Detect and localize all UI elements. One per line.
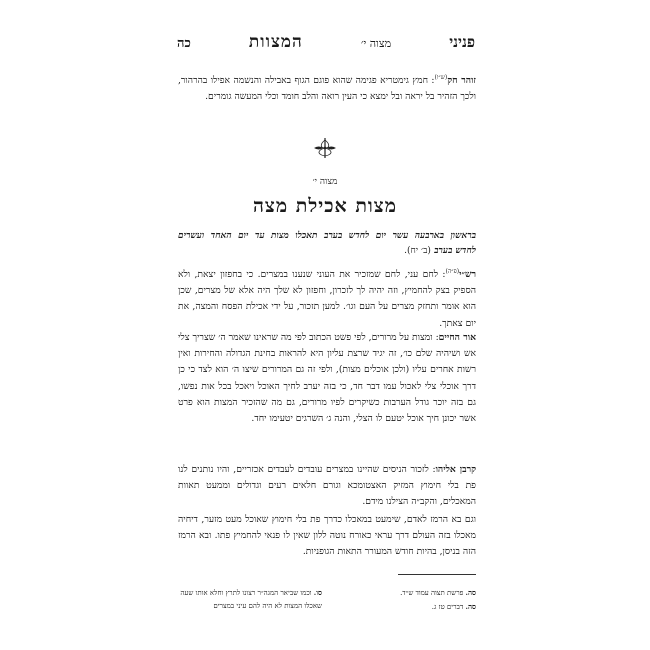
intro-paragraph (178, 70, 476, 105)
text-ohr-hachaim: : ומצות על מרורים, לפי פשט הכתוב לפי מה שראינו שאמר ה׳ שצריך צלי אש ושיהיה שלם כו׳, זה יגיד שרצת עליון היא להראות בחינת הגדולה והחירות ואין רשות אחרים עליו (ולכן אוכלים מצות), ולפי זה גם המרורים שיצו ה׳ הוא לצד כי כן דרך אוכלי צלי לאכול עמו דבר חד, כי בזה יערב לחיך האוכל ויאכל בכל אות נפשו, גם בזה יוכר גודל הערבות כשיקרים לפיו מרורים, גם מה שהזכיר המצות הוא פרט אשר יכונן חיך אוכל יטעם לו הצלי, והנה ג׳ השרגים יטעימו יחד. (178, 332, 476, 425)
verse-citation: (ב׳ יח). (404, 246, 431, 256)
book-title: פניני (449, 33, 475, 51)
lead-ohr-hachaim: אור החיים (438, 332, 476, 343)
text-korban-eliyahu: : לזכור הניסים שהיינו במצרים עובדים לעבדים אכזריים, והיו נותנים לנו פת בלי חימוץ המזיק האצטומכא וגורם חלאים רעים וגדולים וממעט תאוות המאכלים, והקב״ה הצילנו מידם. (178, 464, 476, 508)
divider-ornament-icon (300, 136, 350, 160)
verse-line-2: לחדש בערב (434, 246, 476, 256)
commentary-ohr-hachaim (178, 330, 476, 427)
lead-note-rashi: (פ״ה) (445, 268, 460, 275)
footnote-text: פרשת תצוה עמוד ש״ד. (400, 589, 464, 597)
text-remez: וגם בא הרמז לאדם, שימעט במאכלו כדרך פת בלי חימוץ שאוכל מעט מזער, דיחיה מאכלו בזה העולם דרך עראי כאורח נוטה ללון שאין לו פנאי להחמיץ פתו. ובא הרמז הזה בניסן, בהיות חודש המעורר התאות הגופניות. (178, 514, 476, 558)
page-number: כה (177, 36, 191, 51)
section-title: המצוות (248, 32, 303, 52)
footnote-item (332, 600, 476, 614)
mitzvah-number: מצוה י׳ (312, 177, 338, 187)
text-rashi: : לחם עני, לחם שמזכיר את העוני שנענו במצרים. כי בחפזון יצאת, ולא הספיק בצק להחמיץ, וזה יהיה לך לזכרון, וחפזון לא שלך היה אלא של מצרים, שכן הוא אומר ותחזק מצרים על העם וגו׳. למען תזכור, על ידי אכילת הפסח והמצה, את יום צאתך. (178, 269, 476, 329)
intro-source-note: (ש״ו) (434, 74, 448, 81)
lead-korban-eliyahu: קרבן אליהו (435, 464, 477, 475)
footnote-item (178, 586, 322, 613)
commentary-korban-eliyahu (178, 462, 476, 511)
intro-source: זוהר חק (447, 75, 476, 87)
footnote-column-left (178, 586, 322, 614)
commentary-remez (178, 512, 476, 561)
intro-text: : חמץ גימטריא פגימה שהוא פוגם הגוף באבילה והנשמה אפילו בהרהור, ולכך הזהיר בל יראה ובל ימצא כי העין רואה והלב חומד וכלי המעשה גומרים. (178, 75, 476, 103)
verse-quote (178, 229, 476, 259)
footnote-marker: סו. (313, 588, 322, 597)
footnote-item (332, 586, 476, 600)
footnote-marker: סה. (465, 602, 476, 611)
footnote-column-right (332, 586, 476, 614)
footnote-rule (398, 574, 476, 575)
footnotes (178, 586, 476, 614)
footnote-marker: סה. (465, 588, 476, 597)
footnote-text: וכמו שביאר המגה״ר רצונו לתרץ וחלא אותו שעה שאכלו המצות לא היה להם עיני במצרים (180, 589, 322, 610)
mitzvah-title: מצות אכילת מצה (253, 195, 397, 217)
verse-line-1: בראשון בארבעה עשר יום לחדש בערב תאכלו מצות עד יום האחד ועשרים (178, 231, 476, 241)
commentary-rashi (178, 264, 476, 332)
lead-rashi: רש״י (459, 269, 476, 281)
mitzvah-reference: מצוה י׳ (360, 37, 392, 50)
footnote-text: דברים טז ג. (431, 603, 464, 611)
running-header (177, 32, 475, 54)
